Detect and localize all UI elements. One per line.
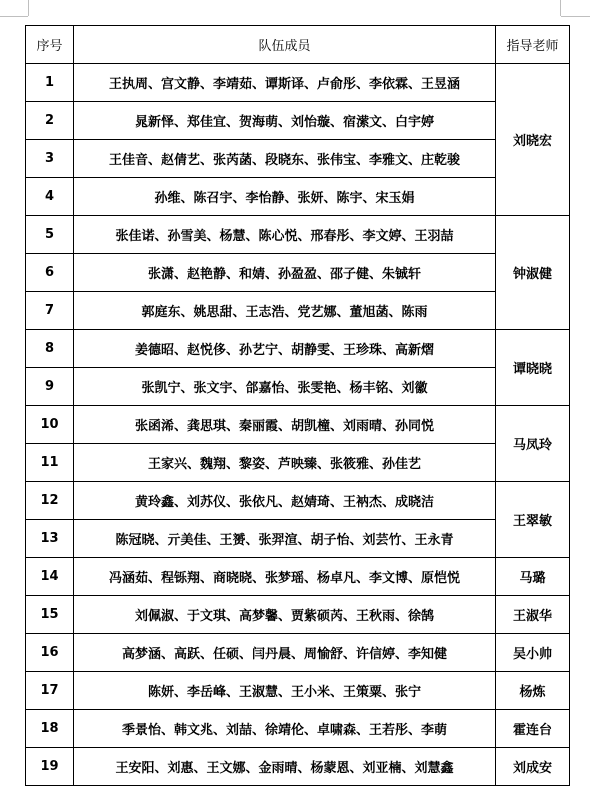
table-row bbox=[26, 482, 570, 520]
roster-body bbox=[26, 64, 570, 786]
row-number-cell: 8 bbox=[26, 330, 74, 368]
table-row bbox=[26, 292, 570, 330]
advisor-cell: 谭晓晓 bbox=[496, 330, 570, 406]
team-members-cell: 高梦涵、高跃、任硕、闫丹晨、周愉舒、许信婷、李知健 bbox=[74, 634, 496, 672]
page-corner-mark-right bbox=[560, 0, 561, 16]
row-number-cell: 16 bbox=[26, 634, 74, 672]
advisor-cell: 钟淑健 bbox=[496, 216, 570, 330]
row-number-cell: 1 bbox=[26, 64, 74, 102]
row-number-cell: 7 bbox=[26, 292, 74, 330]
table-row bbox=[26, 216, 570, 254]
table-row bbox=[26, 330, 570, 368]
row-number-cell: 4 bbox=[26, 178, 74, 216]
header-row bbox=[26, 26, 570, 64]
team-members-cell: 陈冠晓、亓美佳、王赟、张羿渲、胡子怡、刘芸竹、王永青 bbox=[74, 520, 496, 558]
team-members-cell: 王家兴、魏翔、黎姿、芦映臻、张筱雅、孙佳艺 bbox=[74, 444, 496, 482]
row-number-cell: 13 bbox=[26, 520, 74, 558]
advisor-cell: 吴小帅 bbox=[496, 634, 570, 672]
team-members-cell: 刘佩淑、于文琪、高梦馨、贾紫硕芮、王秋雨、徐鹄 bbox=[74, 596, 496, 634]
table-row bbox=[26, 254, 570, 292]
advisor-cell: 刘晓宏 bbox=[496, 64, 570, 216]
team-members-cell: 王执周、宫文静、李靖茹、谭斯译、卢俞彤、李依霖、王昱涵 bbox=[74, 64, 496, 102]
row-number-cell: 12 bbox=[26, 482, 74, 520]
table-row bbox=[26, 444, 570, 482]
table-row bbox=[26, 710, 570, 748]
table-row bbox=[26, 520, 570, 558]
advisor-cell: 马璐 bbox=[496, 558, 570, 596]
advisor-cell: 杨炼 bbox=[496, 672, 570, 710]
team-members-cell: 孙维、陈召宇、李怡静、张妍、陈宇、宋玉娟 bbox=[74, 178, 496, 216]
team-members-cell: 季景怡、韩文兆、刘喆、徐靖伦、卓啸森、王若彤、李萌 bbox=[74, 710, 496, 748]
row-number-cell: 3 bbox=[26, 140, 74, 178]
advisor-cell: 霍连台 bbox=[496, 710, 570, 748]
advisor-cell: 王淑华 bbox=[496, 596, 570, 634]
team-members-cell: 张潇、赵艳静、和婧、孙盈盈、邵子健、朱铖轩 bbox=[74, 254, 496, 292]
page-corner-mark-right-h bbox=[561, 16, 590, 17]
table-row bbox=[26, 178, 570, 216]
row-number-cell: 17 bbox=[26, 672, 74, 710]
table-row bbox=[26, 406, 570, 444]
row-number-cell: 14 bbox=[26, 558, 74, 596]
table-row bbox=[26, 748, 570, 786]
team-members-cell: 黄玲鑫、刘苏仪、张依凡、赵婧琦、王衲杰、成晓洁 bbox=[74, 482, 496, 520]
team-members-cell: 王佳音、赵倩艺、张芮菡、段晓东、张伟宝、李雅文、庄乾骏 bbox=[74, 140, 496, 178]
advisor-cell: 王翠敏 bbox=[496, 482, 570, 558]
page-corner-mark-left bbox=[28, 0, 29, 16]
advisor-cell: 马凤玲 bbox=[496, 406, 570, 482]
table-row bbox=[26, 102, 570, 140]
team-members-cell: 冯涵茹、程铄翔、商晓晓、张梦瑶、杨卓凡、李文博、原恺悦 bbox=[74, 558, 496, 596]
table-row bbox=[26, 368, 570, 406]
team-members-cell: 张佳诺、孙雪美、杨慧、陈心悦、邢春彤、李文婷、王羽喆 bbox=[74, 216, 496, 254]
row-number-cell: 9 bbox=[26, 368, 74, 406]
row-number-cell: 2 bbox=[26, 102, 74, 140]
table-row bbox=[26, 558, 570, 596]
team-members-cell: 郭庭东、姚思甜、王志浩、党艺娜、董旭菡、陈雨 bbox=[74, 292, 496, 330]
page-corner-mark-left-h bbox=[0, 16, 28, 17]
row-number-cell: 5 bbox=[26, 216, 74, 254]
header-no: 序号 bbox=[26, 26, 74, 64]
table-row bbox=[26, 140, 570, 178]
row-number-cell: 15 bbox=[26, 596, 74, 634]
table-row bbox=[26, 634, 570, 672]
team-members-cell: 陈妍、李岳峰、王淑慧、王小米、王策粟、张宁 bbox=[74, 672, 496, 710]
team-members-cell: 姜德昭、赵悦侈、孙艺宁、胡静雯、王珍珠、高新熠 bbox=[74, 330, 496, 368]
row-number-cell: 6 bbox=[26, 254, 74, 292]
row-number-cell: 10 bbox=[26, 406, 74, 444]
table-row bbox=[26, 596, 570, 634]
header-advisor: 指导老师 bbox=[496, 26, 570, 64]
row-number-cell: 18 bbox=[26, 710, 74, 748]
team-roster-table bbox=[25, 25, 570, 786]
advisor-cell: 刘成安 bbox=[496, 748, 570, 786]
table-row bbox=[26, 672, 570, 710]
table-row bbox=[26, 64, 570, 102]
row-number-cell: 19 bbox=[26, 748, 74, 786]
team-members-cell: 晁新怿、郑佳宜、贺海萌、刘怡璇、宿潆文、白宇婷 bbox=[74, 102, 496, 140]
header-members: 队伍成员 bbox=[74, 26, 496, 64]
team-members-cell: 张函浠、龚思琪、秦丽霞、胡凯橦、刘雨晴、孙同悦 bbox=[74, 406, 496, 444]
team-members-cell: 张凯宁、张文宇、郃嘉怡、张雯艳、杨丰铭、刘徽 bbox=[74, 368, 496, 406]
row-number-cell: 11 bbox=[26, 444, 74, 482]
team-members-cell: 王安阳、刘惠、王文娜、金雨晴、杨蒙恩、刘亚楠、刘慧鑫 bbox=[74, 748, 496, 786]
